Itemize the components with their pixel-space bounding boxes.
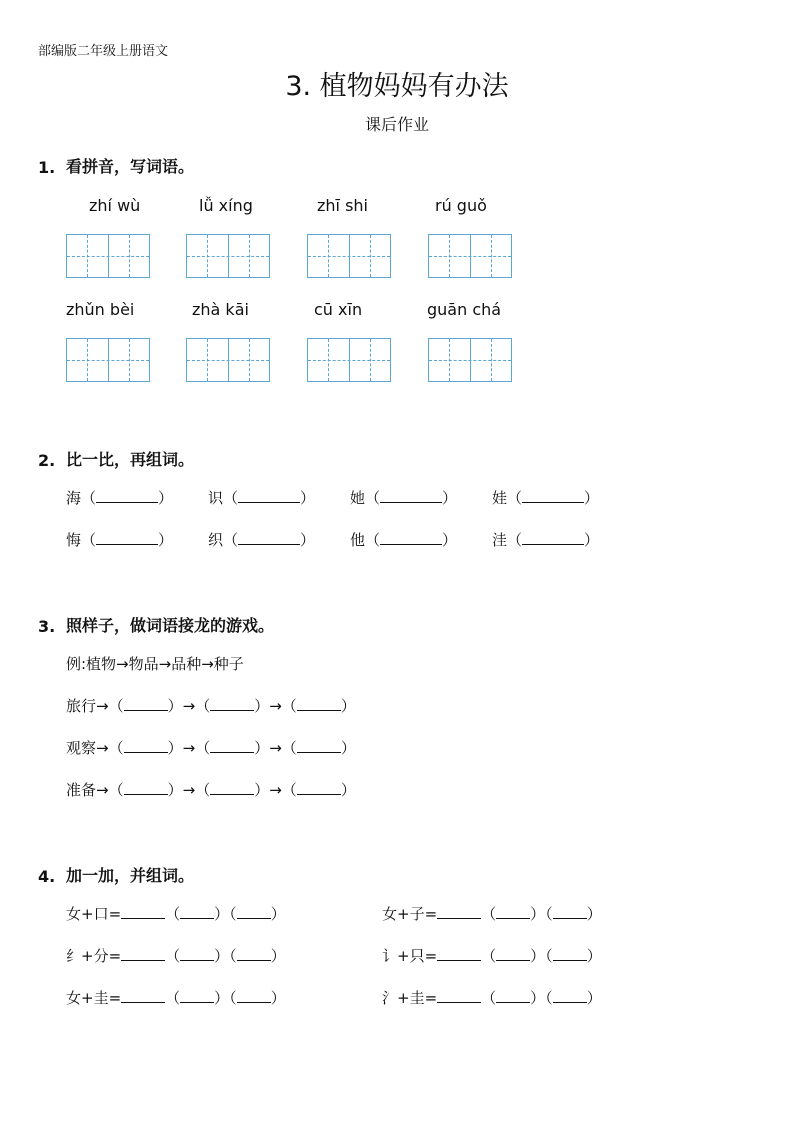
- writing-grid[interactable]: [428, 338, 512, 382]
- question-number: 3.: [38, 617, 56, 636]
- compare-item: 海（ ）: [66, 489, 174, 507]
- question-text: 比一比，再组词。: [66, 450, 195, 469]
- page-subtitle: 课后作业: [364, 115, 429, 134]
- add-item: 讠+只= （ ）（ ）: [382, 947, 602, 965]
- answer-blank[interactable]: [297, 780, 341, 795]
- char: 洼: [492, 531, 508, 549]
- writing-grid[interactable]: [186, 234, 270, 278]
- answer-blank[interactable]: [380, 530, 442, 545]
- char: 识: [208, 489, 224, 507]
- answer-blank[interactable]: [180, 904, 214, 919]
- answer-blank[interactable]: [96, 530, 158, 545]
- answer-blank[interactable]: [237, 988, 271, 1003]
- answer-blank[interactable]: [238, 530, 300, 545]
- example-line: 例:植物→物品→品种→种子: [66, 655, 244, 673]
- add-item: 女+口= （ ）（ ）: [66, 905, 286, 923]
- arrow: →: [269, 739, 282, 757]
- compare-item: 娃（ ）: [492, 489, 600, 507]
- pinyin-label: cū xīn: [314, 300, 363, 319]
- chain-line: 观察→（ ）→（ ）→（ ）: [66, 739, 356, 757]
- compare-item: 织（ ）: [208, 531, 316, 549]
- formula: 氵+圭=: [382, 989, 438, 1007]
- header-note: 部编版二年级上册语文: [38, 44, 169, 59]
- writing-grid[interactable]: [307, 234, 391, 278]
- answer-blank[interactable]: [380, 488, 442, 503]
- answer-blank[interactable]: [553, 946, 587, 961]
- answer-blank[interactable]: [297, 738, 341, 753]
- compare-item: 悔（ ）: [66, 531, 174, 549]
- char: 她: [350, 489, 366, 507]
- answer-blank[interactable]: [96, 488, 158, 503]
- char: 他: [350, 531, 366, 549]
- writing-grid[interactable]: [66, 338, 150, 382]
- answer-blank[interactable]: [553, 904, 587, 919]
- add-item: 纟+分= （ ）（ ）: [66, 947, 286, 965]
- question-text: 看拼音，写词语。: [66, 157, 195, 176]
- add-item: 女+圭= （ ）（ ）: [66, 989, 286, 1007]
- compare-item: 洼（ ）: [492, 531, 600, 549]
- answer-blank[interactable]: [496, 946, 530, 961]
- formula: 女+口=: [66, 905, 122, 923]
- answer-blank[interactable]: [210, 738, 254, 753]
- answer-blank[interactable]: [180, 988, 214, 1003]
- answer-blank[interactable]: [210, 696, 254, 711]
- answer-blank[interactable]: [238, 488, 300, 503]
- pinyin-label: zhà kāi: [192, 300, 249, 319]
- answer-blank[interactable]: [121, 988, 165, 1003]
- chain-line: 旅行→（ ）→（ ）→（ ）: [66, 697, 356, 715]
- chain-start: 旅行→: [66, 697, 109, 715]
- question-text: 加一加，并组词。: [66, 866, 195, 885]
- formula: 女+子=: [382, 905, 438, 923]
- chain-line: 准备→（ ）→（ ）→（ ）: [66, 781, 356, 799]
- question-number: 4.: [38, 867, 56, 886]
- chain-start: 准备→: [66, 781, 109, 799]
- arrow: →: [182, 739, 196, 757]
- question-text: 照样子，做词语接龙的游戏。: [66, 616, 275, 635]
- answer-blank[interactable]: [522, 530, 584, 545]
- pinyin-label: zhǔn bèi: [66, 300, 135, 319]
- answer-blank[interactable]: [124, 738, 168, 753]
- writing-grid[interactable]: [186, 338, 270, 382]
- answer-blank[interactable]: [437, 946, 481, 961]
- pinyin-label: guān chá: [427, 300, 502, 319]
- answer-blank[interactable]: [121, 946, 165, 961]
- answer-blank[interactable]: [210, 780, 254, 795]
- add-item: 女+子= （ ）（ ）: [382, 905, 602, 923]
- question-number: 1.: [38, 158, 56, 177]
- char: 织: [208, 531, 224, 549]
- arrow: →: [182, 697, 196, 715]
- writing-grid[interactable]: [428, 234, 512, 278]
- formula: 讠+只=: [382, 947, 438, 965]
- char: 娃: [492, 489, 508, 507]
- pinyin-label: rú guǒ: [435, 196, 487, 215]
- answer-blank[interactable]: [437, 904, 481, 919]
- writing-grid[interactable]: [66, 234, 150, 278]
- char: 海: [66, 489, 82, 507]
- answer-blank[interactable]: [237, 946, 271, 961]
- answer-blank[interactable]: [297, 696, 341, 711]
- answer-blank[interactable]: [180, 946, 214, 961]
- pinyin-label: zhí wù: [89, 196, 141, 215]
- page-title: 3. 植物妈妈有办法: [285, 71, 509, 102]
- answer-blank[interactable]: [237, 904, 271, 919]
- compare-item: 她（ ）: [350, 489, 458, 507]
- add-item: 氵+圭= （ ）（ ）: [382, 989, 602, 1007]
- answer-blank[interactable]: [121, 904, 165, 919]
- answer-blank[interactable]: [496, 988, 530, 1003]
- compare-item: 识（ ）: [208, 489, 316, 507]
- answer-blank[interactable]: [124, 780, 168, 795]
- answer-blank[interactable]: [553, 988, 587, 1003]
- formula: 女+圭=: [66, 989, 122, 1007]
- answer-blank[interactable]: [437, 988, 481, 1003]
- answer-blank[interactable]: [124, 696, 168, 711]
- question-number: 2.: [38, 451, 56, 470]
- writing-grid[interactable]: [307, 338, 391, 382]
- pinyin-label: lǚ xíng: [199, 196, 253, 215]
- arrow: →: [269, 781, 282, 799]
- arrow: →: [269, 697, 282, 715]
- char: 悔: [66, 531, 82, 549]
- chain-start: 观察→: [66, 739, 109, 757]
- pinyin-label: zhī shi: [317, 196, 368, 215]
- answer-blank[interactable]: [522, 488, 584, 503]
- arrow: →: [182, 781, 196, 799]
- compare-item: 他（ ）: [350, 531, 458, 549]
- formula: 纟+分=: [66, 947, 122, 965]
- answer-blank[interactable]: [496, 904, 530, 919]
